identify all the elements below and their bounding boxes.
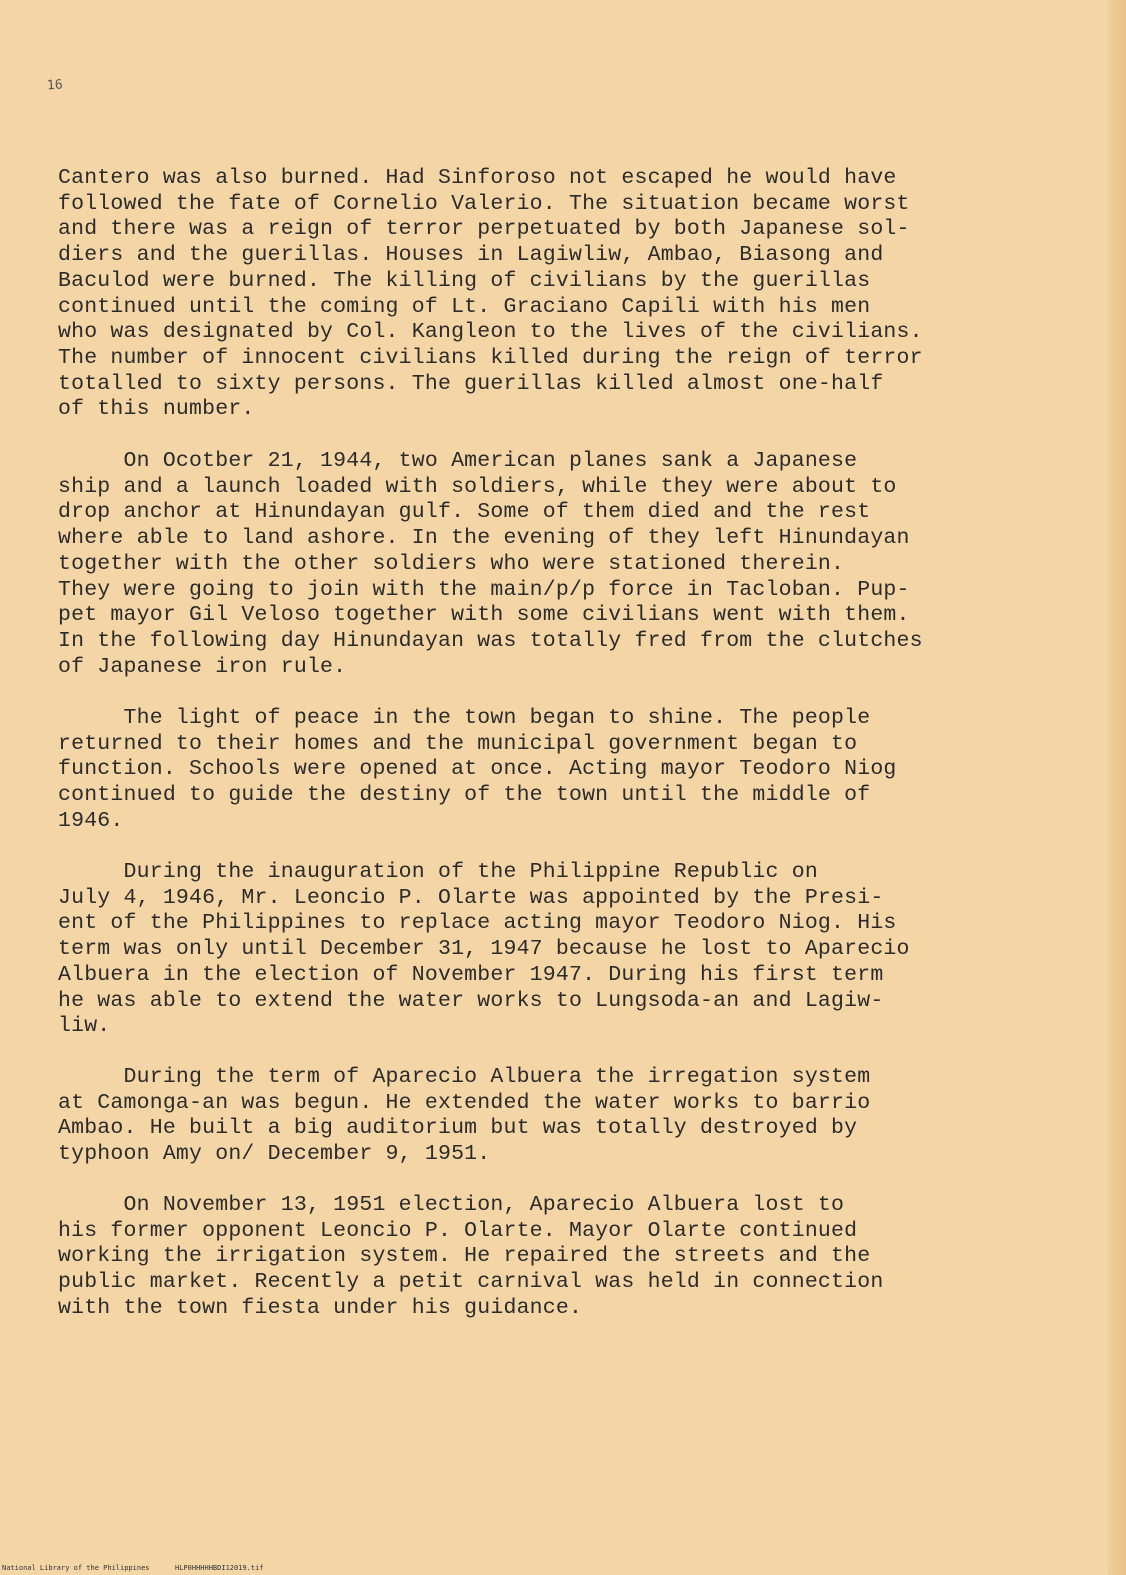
- paragraph-4: During the inauguration of the Philippine Republic on July 4, 1946, Mr. Leoncio P. Olarte was appointed by the Presi- ent of the Philippines to replace acting mayor Teodoro Niog. His term was only until December 31, 1947 because he lost to Aparecio Albuera in the election of November 1947. During his first term he was able to extend the water works to Lungsoda-an and Lagiw- liw.: [58, 860, 910, 1039]
- paragraph-2: On Ocotber 21, 1944, two American planes sank a Japanese ship and a launch loaded with soldiers, while they were about to drop anchor at Hinundayan gulf. Some of them died and the rest where able to land ashore. In the evening of they left Hinundayan together with the other soldiers who were stationed therein. They were going to join with the main/p/p force in Tacloban. Pup- pet mayor Gil Veloso together with some civilians went with them. In the following day Hinundayan was totally fred from the clutches of Japanese iron rule.: [58, 449, 923, 679]
- paragraph-6: On November 13, 1951 election, Aparecio Albuera lost to his former opponent Leoncio P. Olarte. Mayor Olarte continued working the irrigation system. He repaired the streets and the public market. Recently a petit carnival was held in connection with the town fiesta under his guidance.: [58, 1193, 884, 1320]
- footer-file-id: HLP0HHHHHBDI12019.tif: [175, 1564, 264, 1572]
- paragraph-3: The light of peace in the town began to shine. The people returned to their homes and the municipal government began to function. Schools were opened at once. Acting mayor Teodoro Niog continued to guide the destiny of the town until the middle of 1946.: [58, 706, 897, 833]
- paper-edge: [1108, 0, 1126, 1575]
- page-marker: 16: [46, 77, 64, 94]
- paragraph-1: Cantero was also burned. Had Sinforoso not escaped he would have followed the fate of Cornelio Valerio. The situation became worst and there was a reign of terror perpetuated by both Japanese sol- diers and the guerillas. Houses in Lagiwliw, Ambao, Biasong and Baculod were burned. The killing of civilians by the guerillas continued until the coming of Lt. Graciano Capili with his men who was designated by Col. Kangleon to the lives of the civilians. The number of innocent civilians killed during the reign of terror totalled to sixty persons. The guerillas killed almost one-half of this number.: [58, 166, 923, 422]
- paragraph-5: During the term of Aparecio Albuera the irregation system at Camonga-an was begun. He extended the water works to barrio Ambao. He built a big auditorium but was totally destroyed by typhoon Amy on/ December 9, 1951.: [58, 1065, 871, 1167]
- footer-institution: National Library of the Philippines: [2, 1564, 150, 1572]
